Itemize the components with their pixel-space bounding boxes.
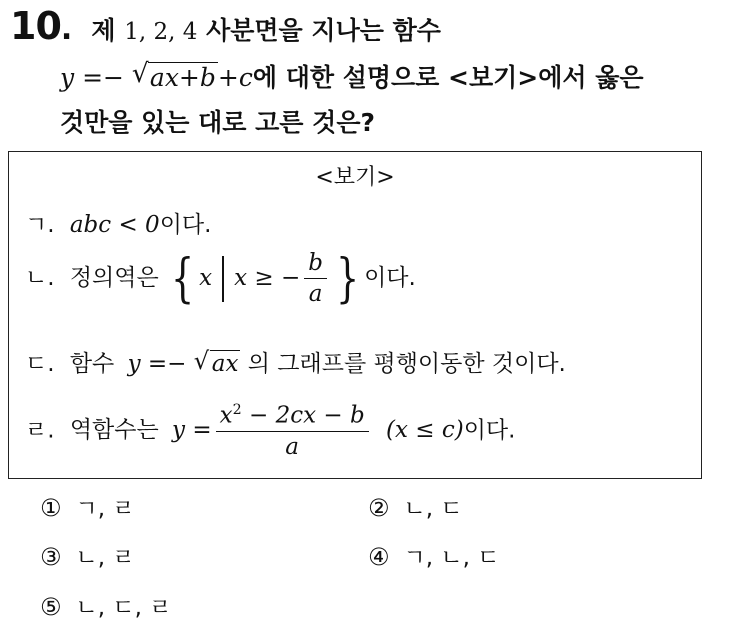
bogi-item-2-cond: x ≥ − <box>234 265 301 291</box>
inverse-numerator <box>216 402 369 431</box>
choice-3[interactable] <box>40 539 135 572</box>
bogi-box <box>8 151 702 479</box>
set-divider <box>222 256 224 302</box>
bogi-item-3-sqrt <box>194 351 241 377</box>
question-number-dot: . <box>60 12 73 47</box>
fraction-denominator: a <box>304 278 327 307</box>
choice-2[interactable] <box>368 490 463 523</box>
bogi-item-3-eq-lhs: y <box>127 351 141 377</box>
bogi-item-4-cond: (x ≤ c) <box>385 417 464 444</box>
inverse-function-fraction <box>216 402 369 460</box>
question-quadrants: 1, 2, 4 <box>124 19 198 45</box>
left-brace: { <box>170 248 195 309</box>
bogi-item-4 <box>25 402 515 460</box>
bogi-item-3-radicand: ax <box>211 351 239 377</box>
inverse-numerator-x: x <box>219 402 233 429</box>
bogi-title: <보기> <box>315 165 395 190</box>
choice-5-text: ㄴ, ㄷ, ㄹ <box>75 595 172 621</box>
question-line2-text: 에 대한 설명으로 <보기>에서 옳은 <box>252 63 644 92</box>
question-radicand: ax+b <box>149 63 216 92</box>
question-line2 <box>60 58 644 94</box>
choice-4-number: ④ <box>368 543 390 571</box>
bogi-item-4-eq-lhs: y = <box>172 417 212 444</box>
bogi-item-1-suffix: 이다. <box>159 212 212 238</box>
choice-2-text: ㄴ, ㄷ <box>403 496 463 522</box>
question-equation-lhs: y <box>60 63 75 92</box>
choice-5[interactable] <box>40 589 171 622</box>
bogi-item-3 <box>25 345 566 378</box>
inverse-numerator-exp: 2 <box>232 402 242 418</box>
choice-2-number: ② <box>368 494 390 522</box>
bogi-item-3-label: ㄷ. <box>25 351 55 377</box>
bogi-item-1 <box>25 206 211 239</box>
bogi-item-1-label: ㄱ. <box>25 212 55 238</box>
bogi-item-2-set-var: x <box>199 265 213 291</box>
choice-3-number: ③ <box>40 543 62 571</box>
choice-5-number: ⑤ <box>40 593 62 621</box>
question-line1-pre: 제 <box>91 16 125 45</box>
fraction-b-over-a <box>304 250 327 307</box>
fraction-numerator: b <box>308 250 323 276</box>
question-header <box>10 4 441 48</box>
choice-4-text: ㄱ, ㄴ, ㄷ <box>403 545 500 571</box>
bogi-item-3-eq-op: =− <box>140 351 194 377</box>
question-line3: 것만을 있는 대로 고른 것은? <box>60 108 375 137</box>
choice-1-number: ① <box>40 494 62 522</box>
question-equation-tail: +c <box>217 63 253 92</box>
bogi-item-2-pre: 정의역은 <box>69 265 159 291</box>
inverse-numerator-rest: − 2cx − b <box>241 402 365 429</box>
right-brace: } <box>335 248 360 309</box>
bogi-item-2 <box>25 250 416 307</box>
question-equation-op: =− <box>74 63 132 92</box>
choice-1-text: ㄱ, ㄹ <box>75 496 135 522</box>
inverse-denominator: a <box>216 431 369 460</box>
bogi-item-2-label: ㄴ. <box>25 265 55 291</box>
choice-1[interactable] <box>40 490 135 523</box>
bogi-item-4-pre: 역함수는 <box>69 417 159 444</box>
bogi-item-1-math: abc < 0 <box>69 212 160 238</box>
question-line1-post: 사분면을 지나는 함수 <box>197 16 441 45</box>
bogi-item-3-pre: 함수 <box>69 351 115 377</box>
choice-3-text: ㄴ, ㄹ <box>75 545 135 571</box>
question-number: 10 <box>10 4 61 48</box>
bogi-item-2-suffix: 이다. <box>364 265 416 291</box>
bogi-item-3-suffix: 의 그래프를 평행이동한 것이다. <box>247 351 566 377</box>
bogi-item-4-suffix: 이다. <box>463 417 516 444</box>
choice-4[interactable] <box>368 539 499 572</box>
question-sqrt <box>132 63 218 92</box>
bogi-item-4-label: ㄹ. <box>25 417 55 444</box>
